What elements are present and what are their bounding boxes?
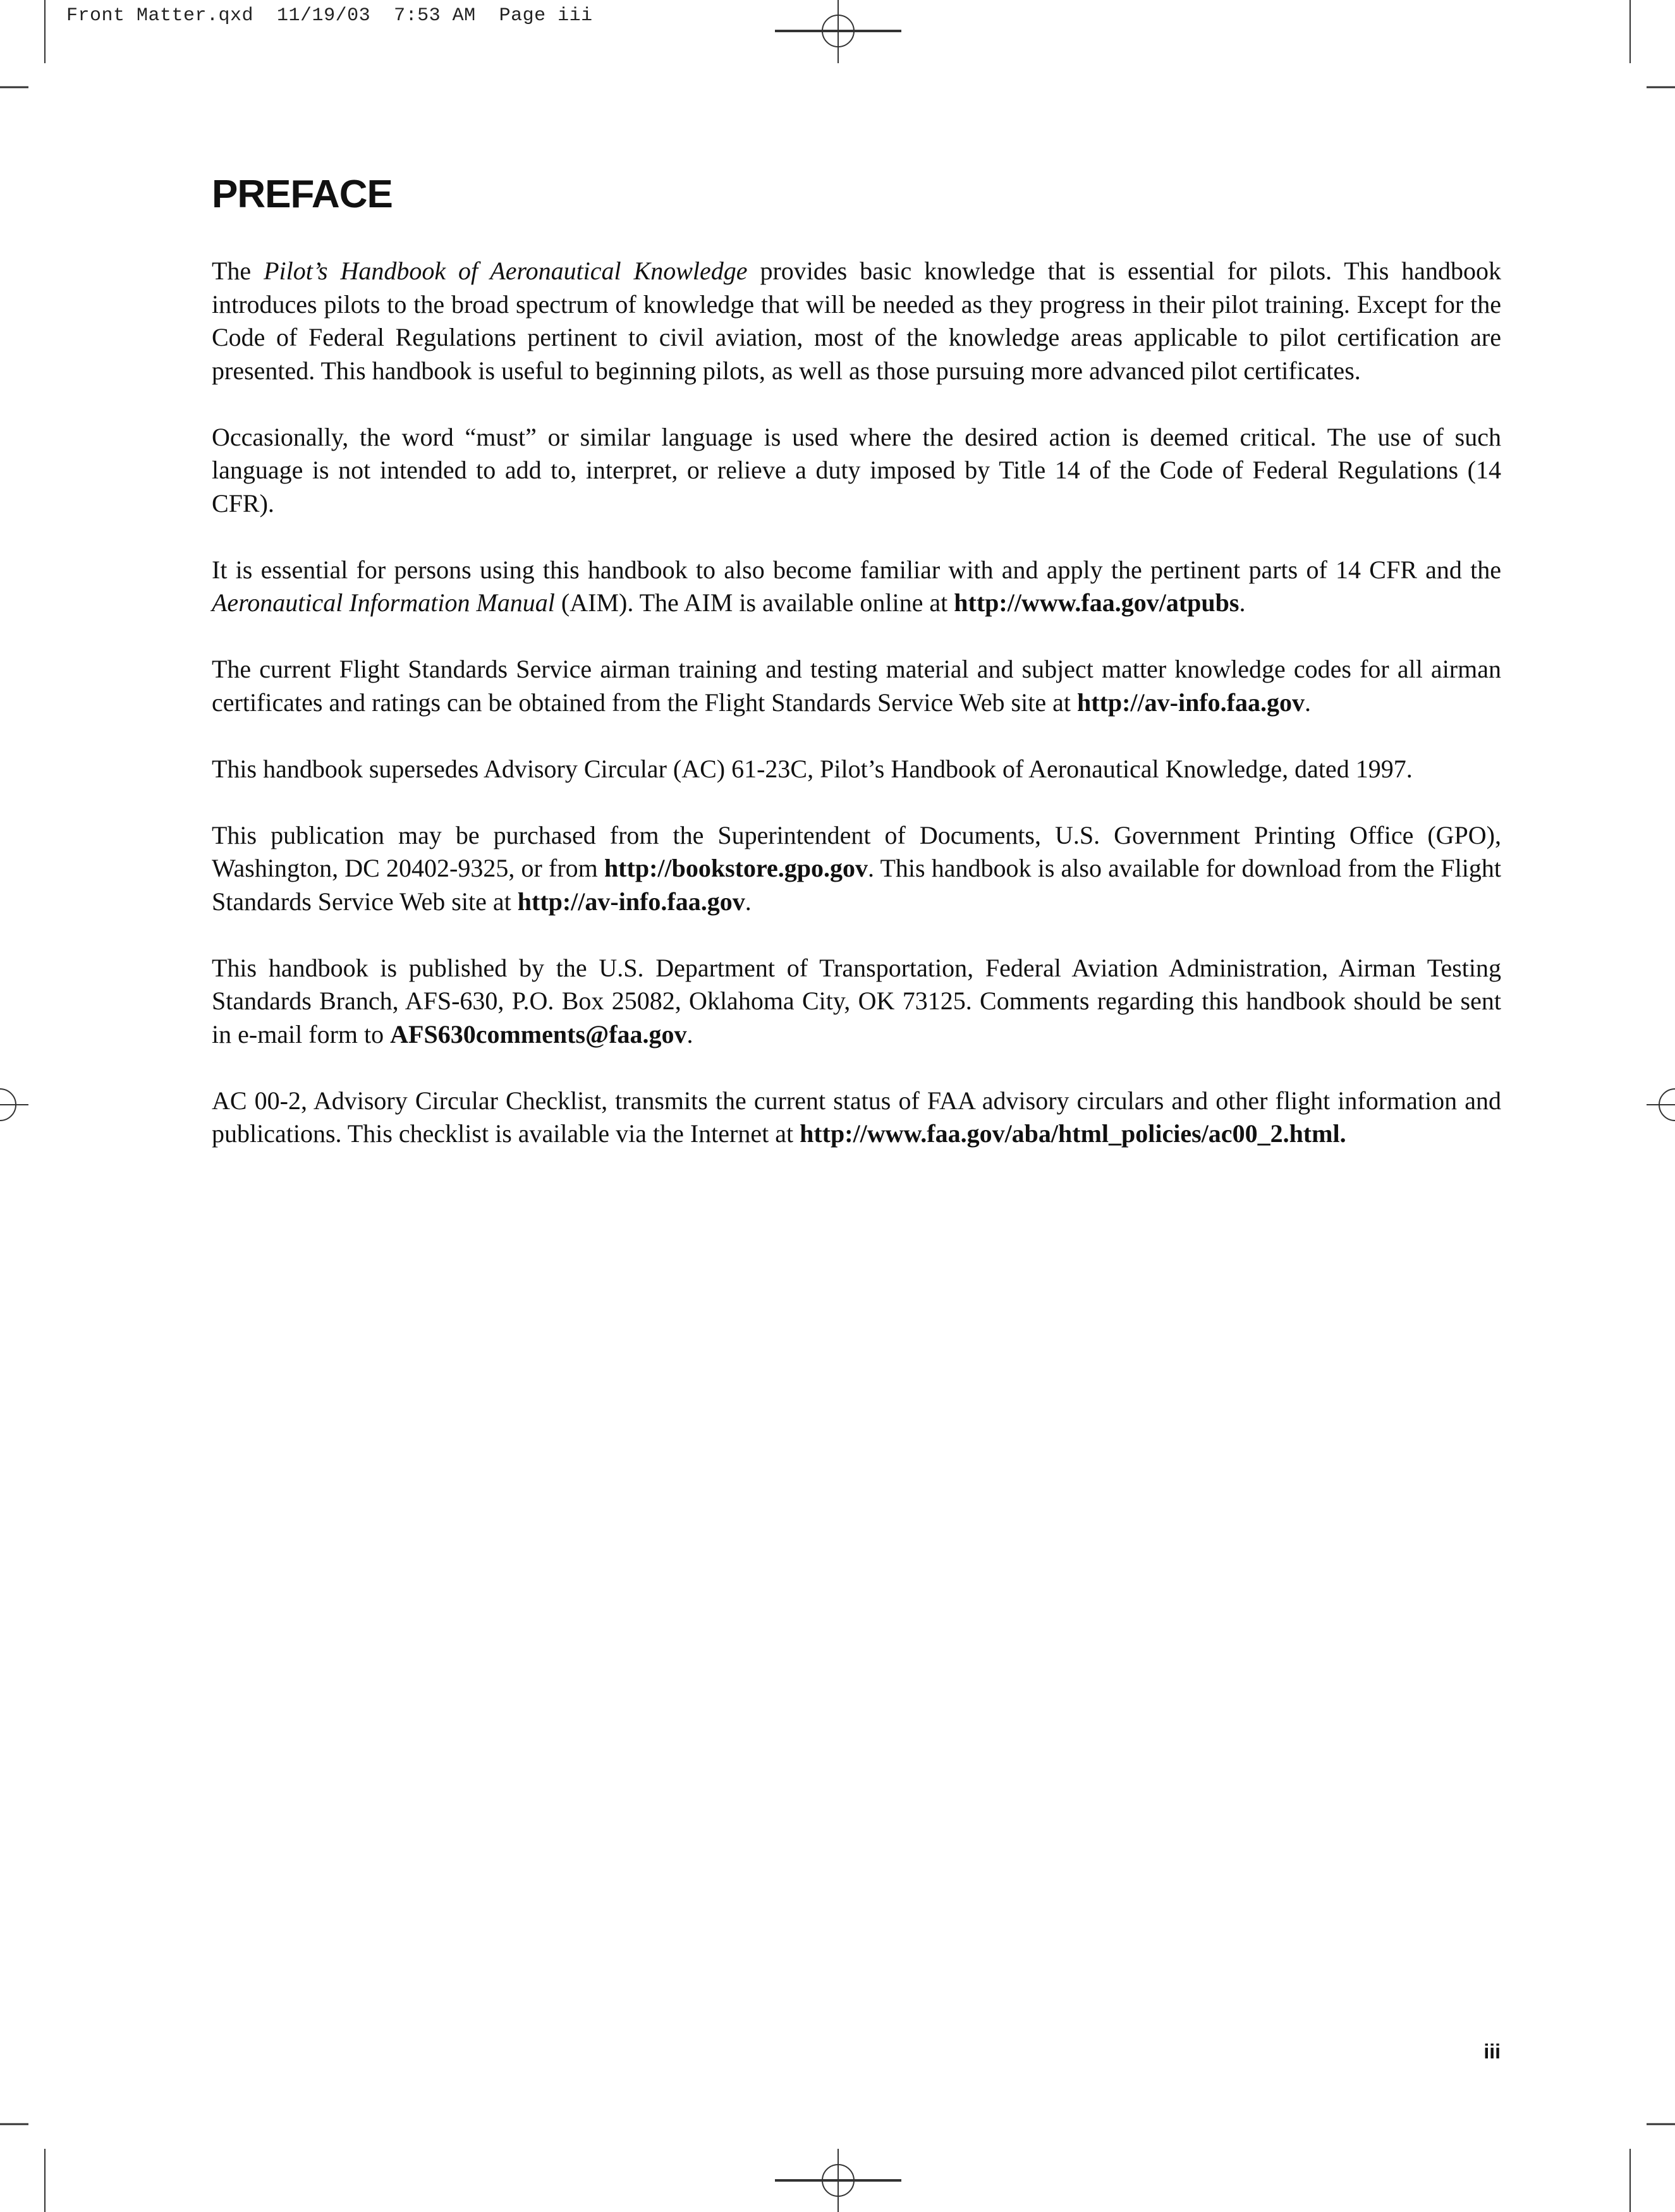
link-text: http://www.faa.gov/atpubs: [954, 588, 1240, 617]
preface-paragraph: [212, 753, 1501, 786]
registration-mark-bottom-icon: [775, 2149, 901, 2212]
paragraph-text: The: [212, 257, 264, 285]
paragraph-text: Occasionally, the word “must” or similar language is used where the desired action is deemed critical. The use of such language is not intended to add to, interpret, or relieve a duty imposed by Title 14 of the Code of Federal Regulations (14 CFR).: [212, 422, 1501, 518]
italic-title-text: Pilot’s Handbook of Aeronautical Knowledge: [264, 257, 748, 285]
preface-body: [212, 255, 1501, 1184]
link-text: http://av-info.faa.gov: [517, 887, 745, 916]
preface-paragraph: [212, 653, 1501, 719]
paragraph-text: The current Flight Standards Service airman training and testing material and subject matter knowledge codes for all airman certificates and ratings can be obtained from the Flight Standards Service Web site at: [212, 655, 1501, 717]
page-number: iii: [1483, 2040, 1501, 2063]
registration-mark-top-icon: [775, 0, 901, 63]
preface-paragraph: [212, 819, 1501, 919]
preface-paragraph: [212, 952, 1501, 1052]
paragraph-text: .: [686, 1019, 693, 1048]
preface-paragraph: [212, 1085, 1501, 1151]
paragraph-text: This handbook is published by the U.S. Department of Transportation, Federal Aviation Administration, Airman Testing Standards Branch, AFS-630, P.O. Box 25082, Oklahoma City, OK 73125. Comments regarding this handbook should be sent in e-mail form to: [212, 953, 1501, 1048]
preface-paragraph: [212, 421, 1501, 521]
paragraph-text: .: [1239, 588, 1246, 617]
paragraph-text: provides basic knowledge that is essential for pilots. This handbook introduces pilots to the broad spectrum of knowledge that will be needed as they progress in their pilot training. Except for the Code of Federal Regulations pertinent to civil aviation, most of the knowledge areas applicable to pilot certification are presented. This handbook is useful to beginning pilots, as well as those pursuing more advanced pilot certificates.: [212, 257, 1501, 385]
registration-mark-right-icon: [1647, 1089, 1675, 1121]
paragraph-text: .: [1304, 688, 1311, 717]
link-text: http://av-info.faa.gov: [1076, 688, 1305, 717]
link-text: AFS630comments@faa.gov: [390, 1019, 687, 1048]
page-title: PREFACE: [212, 173, 393, 216]
italic-title-text: Aeronautical Information Manual: [212, 588, 555, 617]
paragraph-text: This handbook supersedes Advisory Circular (AC) 61-23C, Pilot’s Handbook of Aeronautical Knowledge, dated 1997.: [212, 754, 1413, 783]
file-slug-line: Front Matter.qxd 11/19/03 7:53 AM Page iii: [66, 5, 593, 27]
paragraph-text: .: [745, 887, 752, 916]
paragraph-text: This publication may be purchased from the Superintendent of Documents, U.S. Government Printing Office (GPO), Washington, DC 20402-9325, or from: [212, 820, 1501, 882]
registration-mark-left-icon: [0, 1089, 28, 1121]
paragraph-text: . This handbook is also available for download from the Flight Standards Service Web site at: [212, 854, 1501, 916]
link-text: http://bookstore.gpo.gov: [604, 854, 868, 882]
paragraph-text: AC 00-2, Advisory Circular Checklist, transmits the current status of FAA advisory circulars and other flight information and publications. This checklist is available via the Internet at: [212, 1086, 1501, 1148]
link-text: http://www.faa.gov/aba/html_policies/ac00_2.html.: [800, 1119, 1346, 1148]
preface-paragraph: [212, 255, 1501, 387]
paragraph-text: It is essential for persons using this handbook to also become familiar with and apply the pertinent parts of 14 CFR and the: [212, 555, 1501, 584]
paragraph-text: (AIM). The AIM is available online at: [554, 588, 954, 617]
preface-paragraph: [212, 554, 1501, 620]
